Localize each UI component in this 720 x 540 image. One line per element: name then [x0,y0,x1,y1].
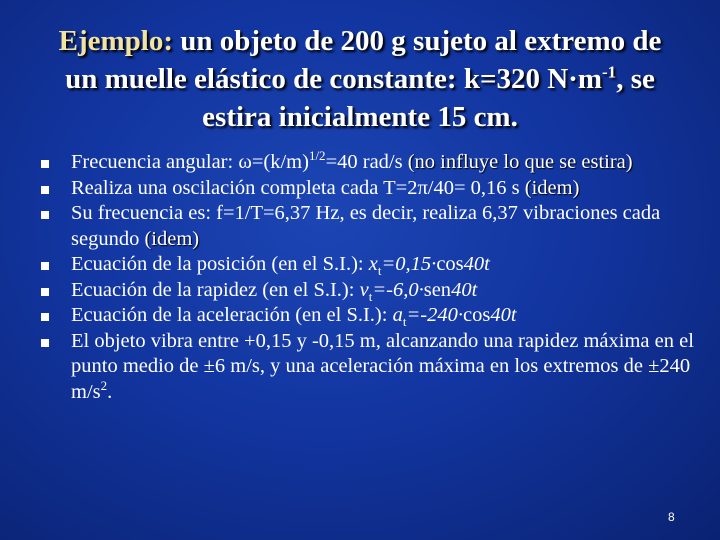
equation-coefficient: =-6,0· [372,278,424,301]
slide-title [20,22,700,136]
item-text: Ecuación de la rapidez (en el S.I.): [71,278,360,301]
square-bullet-icon [41,160,49,168]
equation-function: sen [423,278,452,301]
title-line2-end: , se [616,63,655,95]
bullet-list [40,150,700,405]
equation-function: cos [463,304,491,326]
item-exponent: 2 [100,377,108,393]
bullet-item-position-equation [40,252,700,278]
page-number: 8 [668,510,675,524]
equation-coefficient: =-240· [406,304,463,326]
item-text: Ecuación de la aceleración (en el S.I.): [71,304,393,326]
item-qualifier: (idem) [524,176,580,199]
equation-coefficient: =0,15· [381,253,437,275]
square-bullet-icon [41,313,49,321]
item-text: Ecuación de la posición (en el S.I.): [71,253,369,275]
bullet-item-period [40,176,700,202]
title-lead: Ejemplo: [58,25,173,57]
square-bullet-icon [41,262,49,270]
item-text: El objeto vibra entre +0,15 y -0,15 m, alcanzando una rapidez máxima en el punto medio de ±6 m/s, y una aceleración máxima en los extremos de ±240 m/s [71,329,694,403]
title-line2: un muelle elástico de constante: k=320 N·m [65,63,603,95]
square-bullet-icon [41,339,49,347]
equation-argument: 40t [451,278,478,301]
equation-argument: 40t [463,253,490,275]
bullet-item-range-summary [40,329,700,406]
square-bullet-icon [41,186,49,194]
equation-variable: a [392,304,403,326]
bullet-item-acceleration-equation [40,303,700,329]
title-exponent: -1 [602,62,617,82]
equation-function: cos [436,253,464,275]
item-qualifier: (idem) [144,227,200,250]
equation-argument: 40t [490,304,517,326]
item-exponent: 1/2 [308,148,326,164]
item-text: Realiza una oscilación completa cada T=2π/40= 0,16 s [71,176,525,199]
equation-variable: v [359,278,369,301]
bullet-item-angular-frequency [40,150,700,176]
equation-variable: x [368,253,378,275]
equation-subscript: t [368,288,373,304]
item-text-end: . [107,380,113,403]
equation-subscript: t [377,263,382,279]
title-line1: un objeto de 200 g sujeto al extremo de [172,25,662,57]
title-line3: estira inicialmente 15 cm. [202,101,518,133]
item-text: Frecuencia angular: ω=(k/m) [71,151,309,173]
square-bullet-icon [41,211,49,219]
square-bullet-icon [41,288,49,296]
item-text-cont: =40 rad/s [325,151,408,173]
bullet-item-speed-equation [40,278,700,304]
item-qualifier: (no influye lo que se estira) [407,151,633,173]
item-text: Su frecuencia es: f=1/T=6,37 Hz, es decir, realiza 6,37 vibraciones cada segundo [71,202,661,250]
bullet-item-frequency [40,201,700,252]
equation-subscript: t [402,314,407,330]
